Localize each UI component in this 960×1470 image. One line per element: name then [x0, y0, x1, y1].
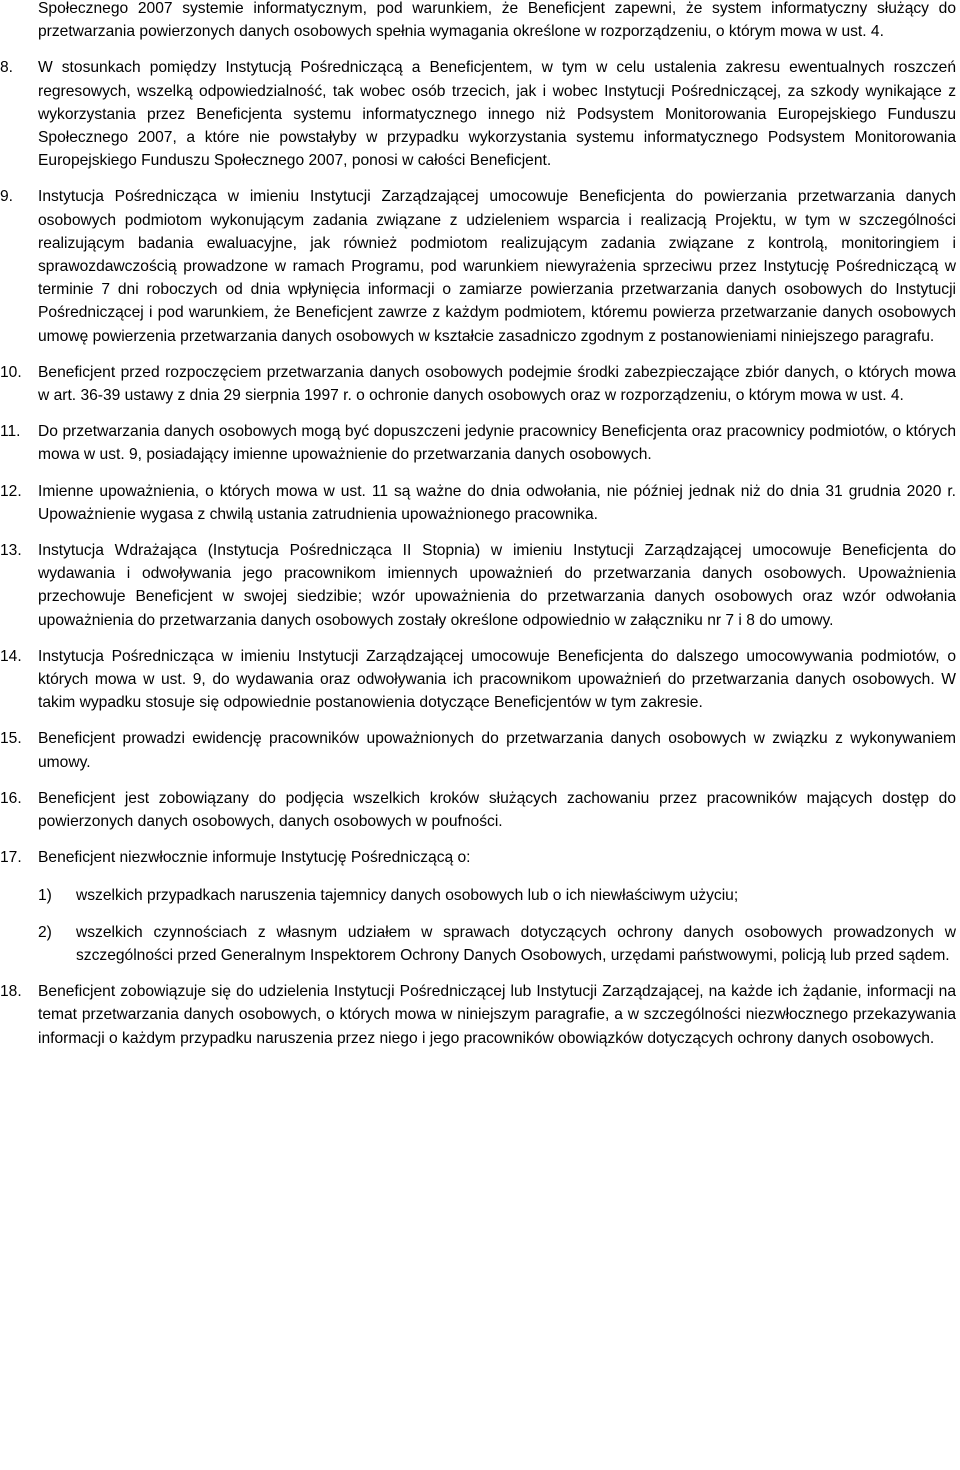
list-item-15 [0, 727, 956, 773]
item-number: 11. [0, 423, 21, 441]
list-item-12 [0, 480, 956, 526]
item-text: Do przetwarzania danych osobowych mogą być dopuszczeni jedynie pracownicy Beneficjenta oraz pracownicy podmiotów, o których mowa w ust. 9, posiadający imienne upoważnienie do przetwarzania danych osobowych. [38, 423, 956, 464]
sub-item-2 [38, 921, 956, 967]
sub-item-1 [38, 884, 956, 907]
sub-item-text: wszelkich przypadkach naruszenia tajemnicy danych osobowych lub o ich niewłaściwym użyciu; [76, 886, 739, 904]
list-item-13 [0, 539, 956, 632]
list-item-17 [0, 846, 956, 869]
item-number: 13. [0, 542, 22, 560]
list-item-11 [0, 420, 956, 466]
list-item-8 [0, 56, 956, 172]
item-number: 18. [0, 983, 22, 1001]
item-text: Beneficjent jest zobowiązany do podjęcia wszelkich kroków służących zachowaniu przez pracowników mających dostęp do powierzonych danych osobowych, danych osobowych w poufności. [38, 789, 956, 831]
item-text: Imienne upoważnienia, o których mowa w ust. 11 są ważne do dnia odwołania, nie później jednak niż do dnia 31 grudnia 2020 r. Upoważnienie wygasa z chwilą ustania zatrudnienia upoważnionego pracownika. [38, 482, 956, 523]
item-number: 15. [0, 730, 22, 748]
item-text: Beneficjent prowadzi ewidencję pracowników upoważnionych do przetwarzania danych osobowych w związku z wykonywaniem umowy. [38, 730, 956, 771]
item-number: 8. [0, 59, 14, 77]
item-number: 12. [0, 482, 22, 500]
item-number: 16. [0, 789, 22, 807]
item-number: 14. [0, 647, 22, 665]
item-text: Instytucja Pośrednicząca w imieniu Instytucji Zarządzającej umocowuje Beneficjenta do dalszego umocowywania podmiotów, o których mowa w ust. 9, do wydawania oraz odwoływania ich pracownikom upoważnień do przetwarzania danych osobowych. W takim wypadku stosuje się odpowiednie postanowienia dotyczące Beneficjentów w tym zakresie. [38, 647, 956, 712]
item-text: Instytucja Wdrażająca (Instytucja Pośrednicząca II Stopnia) w imieniu Instytucji Zarządzającej umocowuje Beneficjenta do wydawania i odwoływania jego pracownikom imiennych upoważnień do przetwarzania danych osobowych. Upoważnienia przechowuje Beneficjent w swojej siedzibie; wzór upoważnienia do przetwarzania danych osobowych oraz wzór odwołania upoważnienia do przetwarzania danych osobowych zostały określone odpowiednio w załączniku nr 7 i 8 do umowy. [38, 542, 956, 629]
sub-item-text: wszelkich czynnościach z własnym udziałem w sprawach dotyczących ochrony danych osobowych prowadzonych w szczególności przed Generalnym Inspektorem Ochrony Danych Osobowych, urzędami państwowymi, policją lub przed sądem. [76, 923, 956, 964]
list-item-16 [0, 787, 956, 833]
list-item-18 [0, 980, 956, 1050]
list-item-9 [0, 185, 956, 347]
item-text: Beneficjent niezwłocznie informuje Instytucję Pośredniczącą o: [38, 849, 471, 867]
sub-item-number: 1) [38, 886, 52, 904]
item-number: 17. [0, 849, 22, 867]
item-number: 9. [0, 188, 14, 206]
list-item-10 [0, 361, 956, 407]
item-text: Beneficjent zobowiązuje się do udzielenia Instytucji Pośredniczącej lub Instytucji Zarządzającej, na każde ich żądanie, informacji na temat przetwarzania danych osobowych, o których mowa w niniejszym paragrafie, a w szczególności niezwłocznego przekazywania informacji o każdym przypadku naruszenia przez niego i jego pracowników obowiązków dotyczących ochrony danych osobowych. [38, 983, 956, 1047]
item-text: Instytucja Pośrednicząca w imieniu Instytucji Zarządzającej umocowuje Beneficjenta do powierzania przetwarzania danych osobowych podmiotom wykonującym zadania związane z udzieleniem wsparcia i realizacją Projektu, w tym w szczególności realizującym badania ewaluacyjne, jak również podmiotom realizującym zadania związane z kontrolą, monitoringiem i sprawozdawczością prowadzone w ramach Programu, pod warunkiem niewyrażenia sprzeciwu przez Instytucję Pośredniczącą w terminie 7 dni roboczych od dnia wpłynięcia informacji o zamiarze powierzania przetwarzania danych osobowych do Instytucji Pośredniczącej i pod warunkiem, że Beneficjent zawrze z każdym podmiotem, któremu powierza przetwarzanie danych osobowych umowę powierzenia przetwarzania danych osobowych w kształcie zasadniczo zgodnym z postanowieniami niniejszego paragrafu. [38, 188, 956, 345]
item-number: 10. [0, 363, 22, 381]
intro-paragraph: Społecznego 2007 systemie informatycznym, pod warunkiem, że Beneficjent zapewni, że system informatyczny służący do przetwarzania powierzonych danych osobowych spełnia wymagania określone w rozporządzeniu, o którym mowa w ust. 4. [38, 0, 956, 41]
sub-item-number: 2) [38, 923, 52, 941]
item-text: W stosunkach pomiędzy Instytucją Pośredniczącą a Beneficjentem, w tym w celu ustalenia zakresu ewentualnych roszczeń regresowych, wszelką odpowiedzialność, tak wobec osób trzecich, jak i wobec Instytucji Pośredniczącej, za szkody wynikające z wykorzystania przez Beneficjenta systemu informatycznego innego niż Podsystem Monitorowania Europejskiego Funduszu Społecznego 2007, a które nie powstałyby w przypadku wykorzystania systemu informatycznego Podsystem Monitorowania Europejskiego Funduszu Społecznego 2007, ponosi w całości Beneficjent. [38, 59, 956, 170]
list-item-14 [0, 645, 956, 715]
item-text: Beneficjent przed rozpoczęciem przetwarzania danych osobowych podejmie środki zabezpieczające zbiór danych, o których mowa w art. 36-39 ustawy z dnia 29 sierpnia 1997 r. o ochronie danych osobowych oraz w rozporządzeniu, o którym mowa w ust. 4. [38, 363, 956, 405]
